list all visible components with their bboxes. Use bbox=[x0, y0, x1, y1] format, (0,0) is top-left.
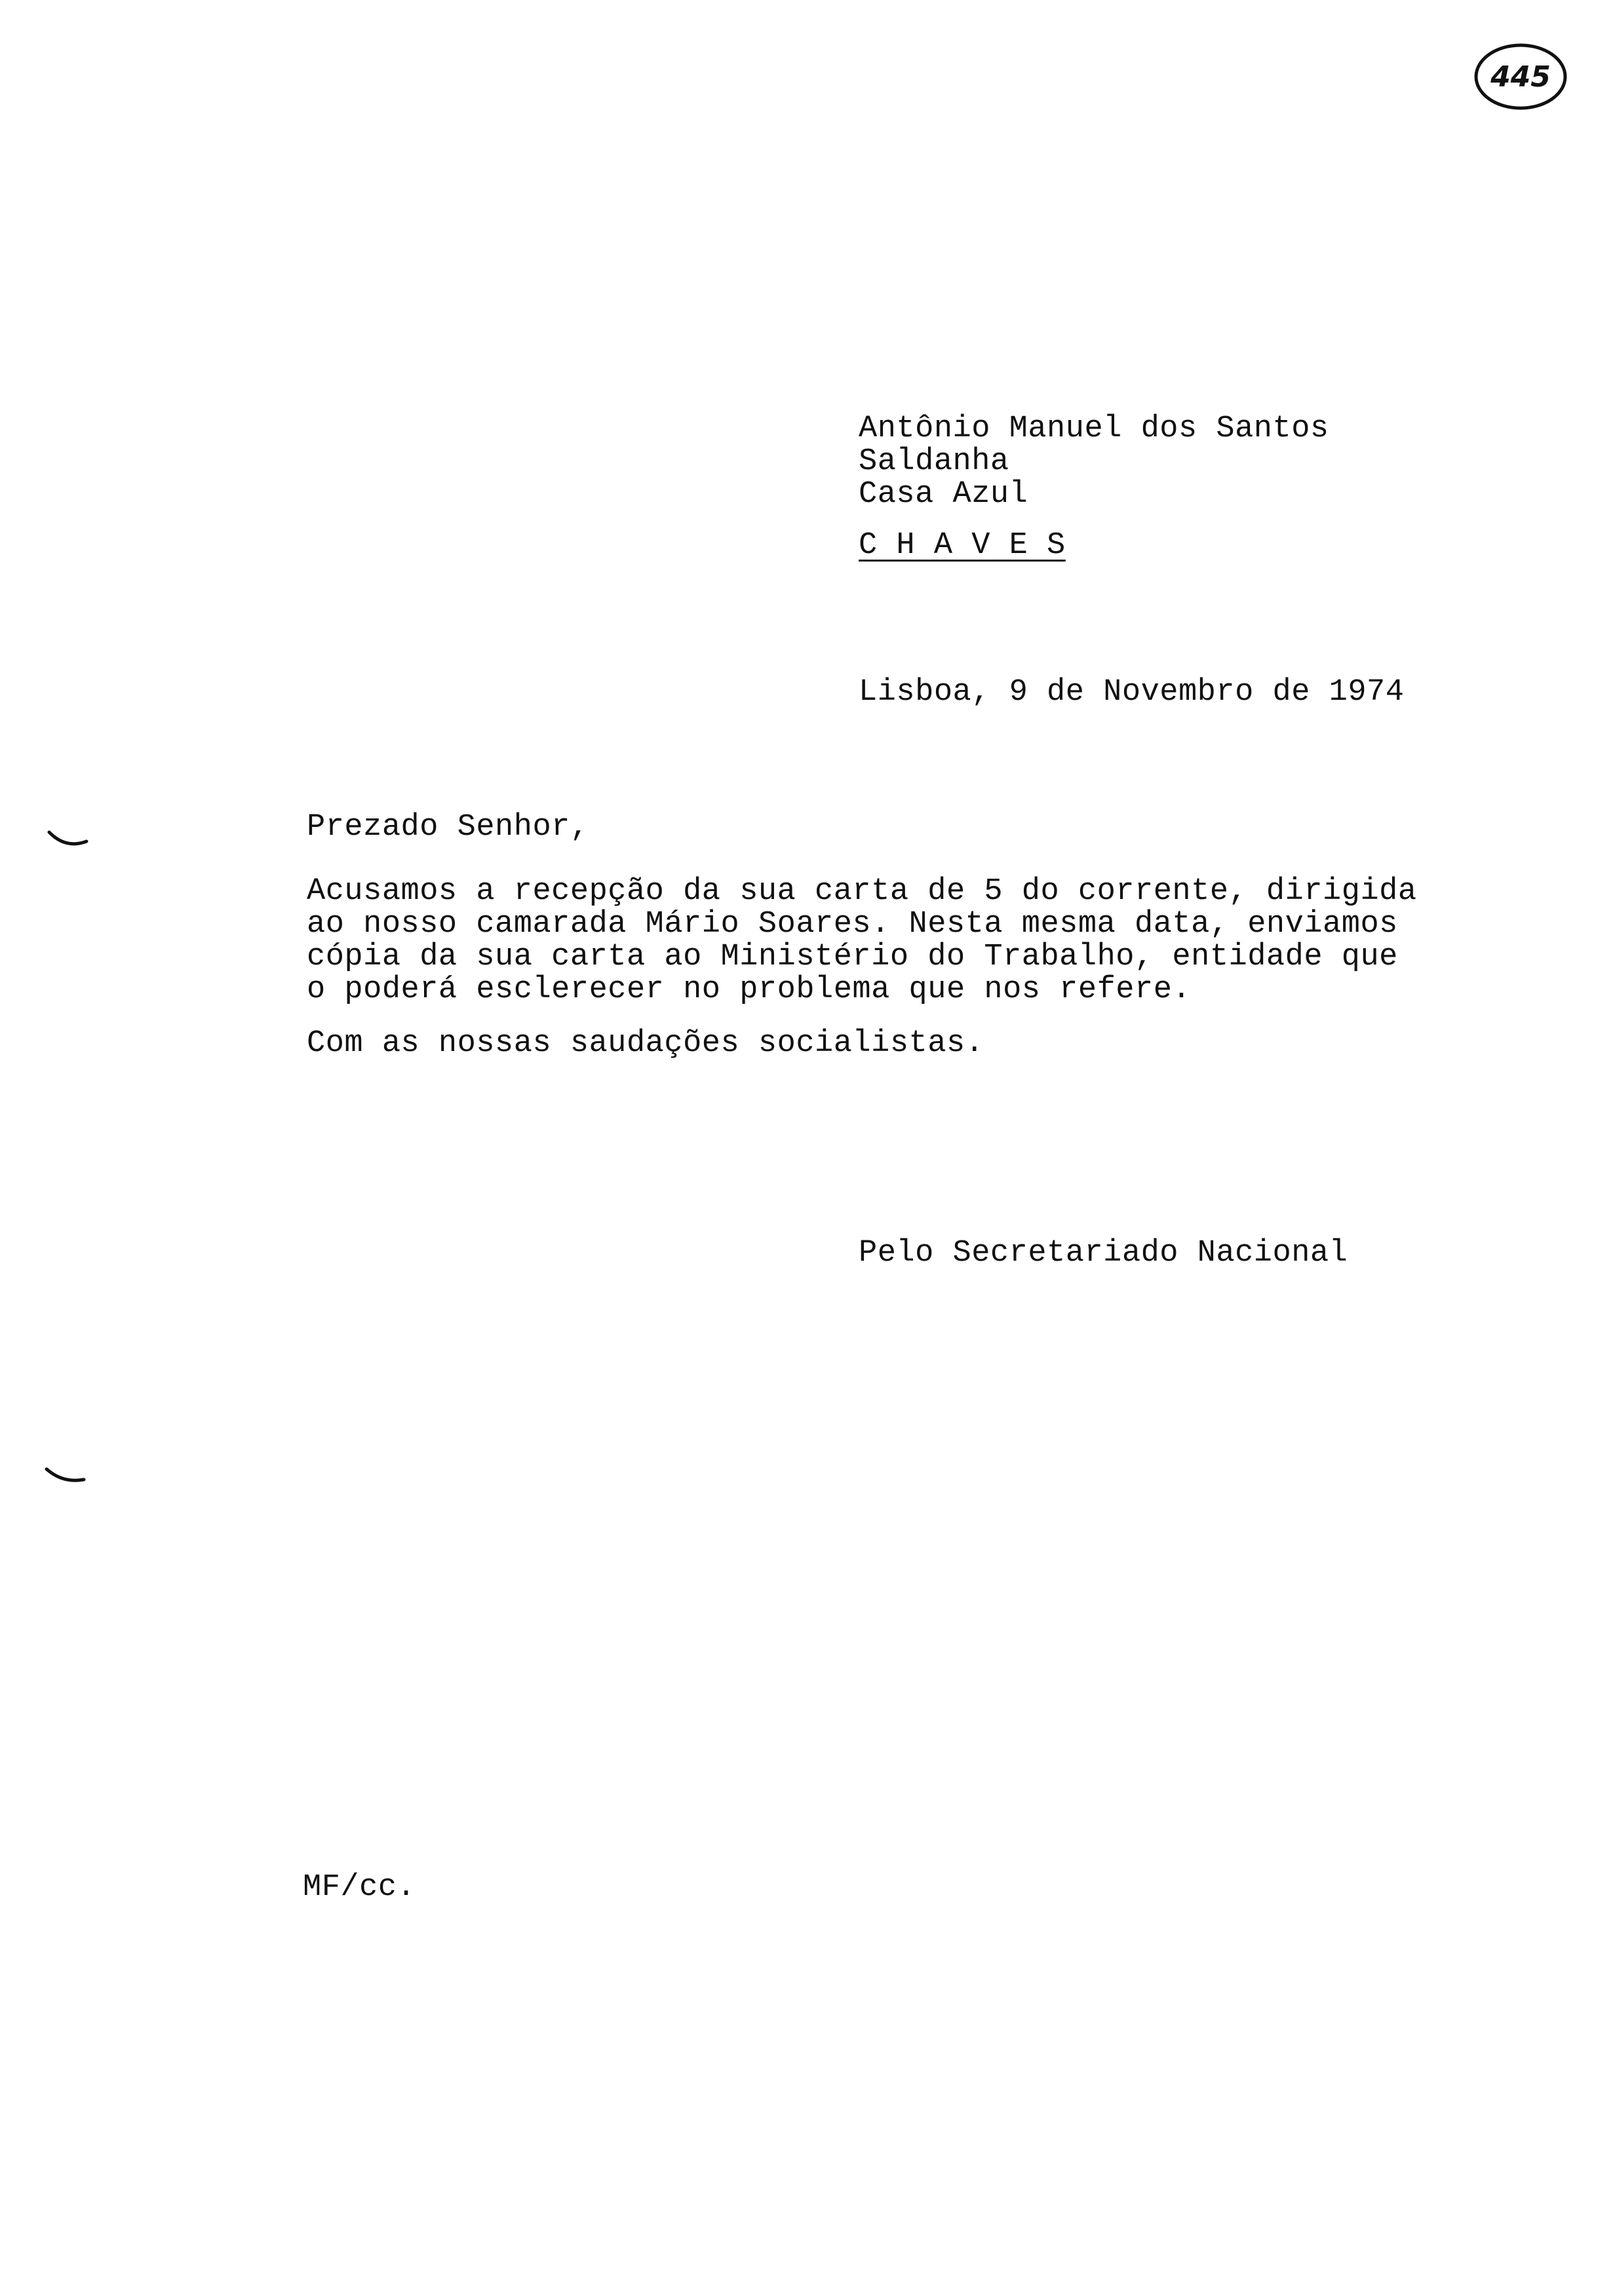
page-number-stamp bbox=[1472, 41, 1569, 113]
recipient-name: Antônio Manuel dos Santos bbox=[859, 411, 1329, 446]
reference-initials: MF/cc. bbox=[303, 1870, 416, 1905]
body-line: cópia da sua carta ao Ministério do Trabalho, entidade que bbox=[307, 940, 1398, 974]
recipient-city: C H A V E S bbox=[859, 528, 1066, 563]
page-number-text: 445 bbox=[1490, 60, 1551, 94]
recipient-line-3: Casa Azul bbox=[859, 477, 1028, 512]
signature-block: Pelo Secretariado Nacional bbox=[859, 1236, 1348, 1271]
recipient-line-2: Saldanha bbox=[859, 444, 1009, 479]
closing: Com as nossas saudações socialistas. bbox=[307, 1026, 984, 1061]
date-line: Lisboa, 9 de Novembro de 1974 bbox=[859, 675, 1405, 710]
salutation: Prezado Senhor, bbox=[307, 810, 589, 845]
body-line: o poderá esclerecer no problema que nos refere. bbox=[307, 972, 1192, 1007]
margin-mark bbox=[46, 827, 92, 853]
body-line: Acusamos a recepção da sua carta de 5 do corrente, dirigida bbox=[307, 874, 1417, 909]
body-line: ao nosso camarada Mário Soares. Nesta mesma data, enviamos bbox=[307, 907, 1398, 942]
margin-mark bbox=[43, 1464, 89, 1490]
